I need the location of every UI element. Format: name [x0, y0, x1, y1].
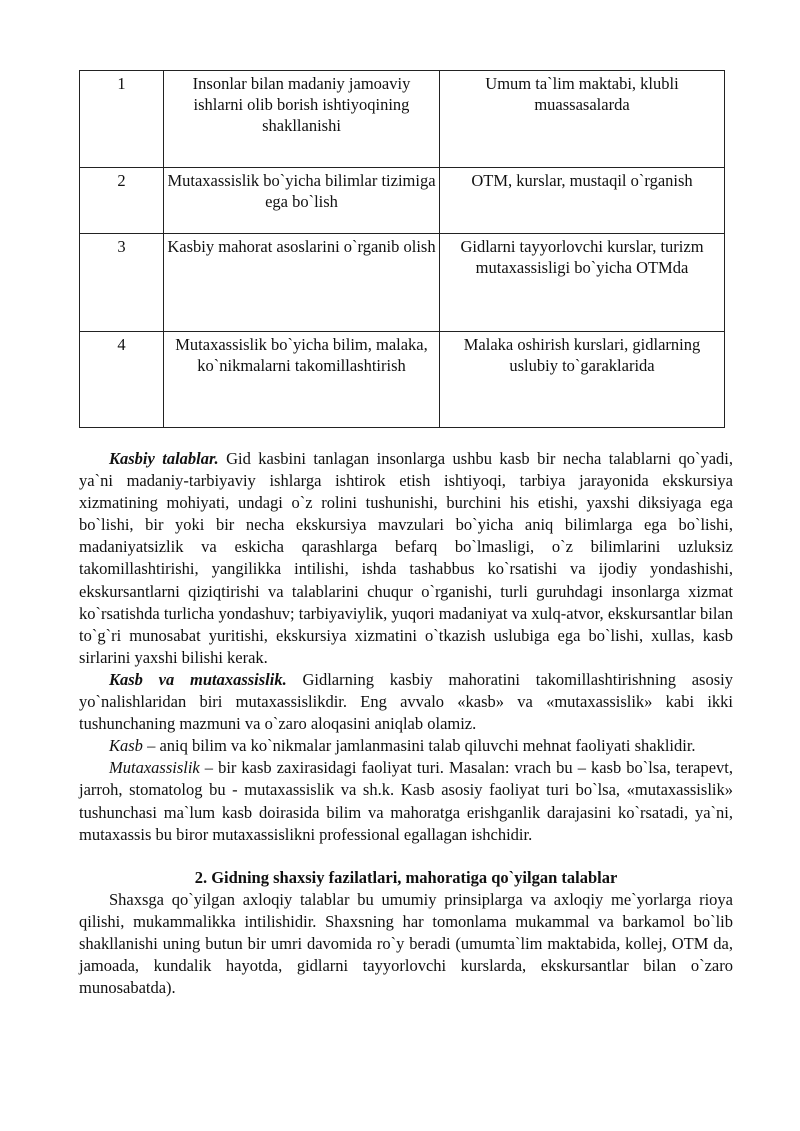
stages-table — [79, 70, 725, 428]
paragraph-professional-requirements — [79, 448, 733, 669]
table-row — [80, 71, 725, 168]
row-place: Malaka oshirish kurslari, gidlarning uslubiy to`garaklarida — [440, 332, 725, 428]
paragraph-lead: Kasb va mutaxassislik. — [109, 669, 287, 689]
paragraph-body: Gid kasbini tanlagan insonlarga ushbu kasb bir necha talablarni qo`yadi, ya`ni madaniy-tarbiyaviy ishlarga ishtirok etish ishtiyoqi, tarbiya jarayonida ekskursiya xizmatining mohiyati, undagi o`z rolini tushunishi, burchini his etishi, yaxshi diksiyaga ega bo`lishi, bir yoki bir necha ekskursiya mavzulari bo`yicha aniq bilimlarga ega bo`lishi, madaniyatsizlik va eskicha qarashlarga befarq bo`lmasligi, o`z bilimlarini uzluksiz takomillashtirishi, yangilikka intilishi, ishda tashabbus ko`rsatishi va ijodiy yondashishi, ekskursantlarni qiziqtirishi va talablarini chuqur o`rganishi, turli guruhdagi insonlarga xizmat ko`rsatishda turlicha yondashuv; tarbiyaviylik, yuqori madaniyat va xulq-atvor, ekskursantlar bilan to`g`ri munosabat yuritishi, ekskursiya xizmatini o`tkazish uslubiga ega bo`lishi, xullas, kasb sirlarini yaxshi bilishi kerak. — [79, 449, 733, 667]
paragraph-term: Kasb — [109, 736, 143, 756]
paragraph-specialty-definition — [79, 757, 733, 845]
row-content: Mutaxassislik bo`yicha bilim, malaka, ko`nikmalarni takomillashtirish — [164, 332, 440, 428]
section-heading: 2. Gidning shaxsiy fazilatlari, mahoratiga qo`yilgan talablar — [194, 867, 618, 887]
row-number: 3 — [80, 234, 164, 332]
row-place: OTM, kurslar, mustaqil o`rganish — [440, 168, 725, 234]
paragraph-profession-specialty — [79, 669, 733, 735]
table-row — [80, 234, 725, 332]
row-content: Kasbiy mahorat asoslarini o`rganib olish — [164, 234, 440, 332]
row-number: 4 — [80, 332, 164, 428]
table-row — [80, 332, 725, 428]
paragraph-term: Mutaxassislik — [109, 758, 200, 778]
row-content: Insonlar bilan madaniy jamoaviy ishlarni olib borish ishtiyoqining shakllanishi — [164, 71, 440, 168]
row-place: Umum ta`lim maktabi, klubli muassasalarda — [440, 71, 725, 168]
row-place: Gidlarni tayyorlovchi kurslar, turizm mutaxassisligi bo`yicha OTMda — [440, 234, 725, 332]
row-content: Mutaxassislik bo`yicha bilimlar tizimiga ega bo`lish — [164, 168, 440, 234]
paragraph-lead: Kasbiy talablar. — [109, 449, 219, 468]
table-row — [80, 168, 725, 234]
paragraph-body: Gidlarning kasbiy mahoratini takomillashtirishning asosiy yo`nalishlaridan biri mutaxassislikdir. Eng avvalo «kasb» va «mutaxassislik» kabi ikki tushunchaning mazmuni va o`zaro aloqasini aniqlab olamiz. — [79, 669, 733, 734]
paragraph-body: – bir kasb zaxirasidagi faoliyat turi. Masalan: vrach bu – kasb bo`lsa, terapevt, jarroh, stomatolog bu - mutaxassislik va sh.k. Kasb asosiy faoliyat turi bo`lsa, «mutaxassislik» tushunchasi ma`lum kasb doirasida bilim va mahoratga erishganlik darajasini ko`rsatadi, ya`ni, mutaxassis bu biror mutaxassislikni professional egallagan ishchidir. — [79, 758, 733, 844]
body-text — [79, 448, 733, 999]
row-number: 1 — [80, 71, 164, 168]
paragraph-moral-requirements: Shaxsga qo`yilgan axloqiy talablar bu umumiy prinsiplarga va axloqiy me`yorlarga rioya qilishi, mukammalikka intilishidir. Shaxsning har tomonlama mukammal va barkamol bo`lib shakllanishi uning butun bir umri davomida ro`y beradi (umumta`lim maktabida, kollej, OTM da, jamoada, kundalik hayotda, gidlarni tayyorlovchi kurslarda, ekskursantlar bilan o`zaro munosabatda). — [79, 889, 733, 998]
paragraph-profession-definition — [79, 735, 733, 757]
paragraph-body: – aniq bilim va ko`nikmalar jamlanmasini talab qiluvchi mehnat faoliyati shaklidir. — [142, 736, 696, 756]
row-number: 2 — [80, 168, 164, 234]
